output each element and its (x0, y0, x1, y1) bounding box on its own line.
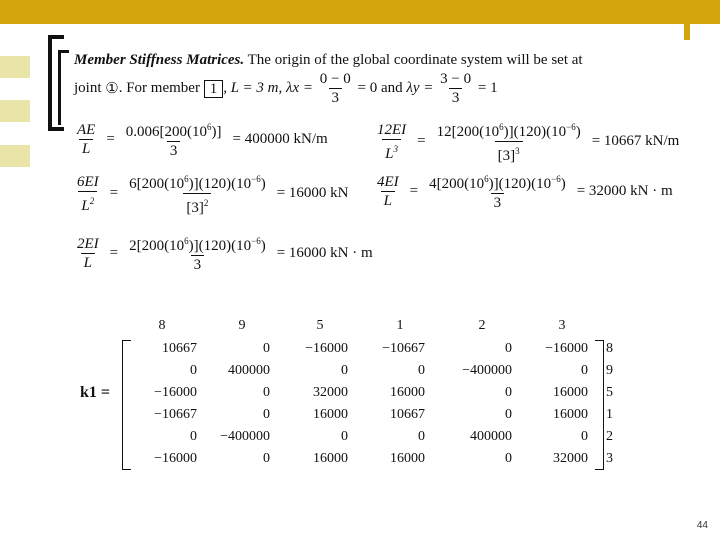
matrix-cell: 400000 (470, 429, 512, 444)
matrix-cell: 10667 (162, 341, 197, 356)
matrix-cell: −10667 (382, 341, 425, 356)
matrix-cell: 0 (505, 341, 512, 356)
matrix-column-header: 3 (558, 318, 566, 333)
fraction-numerator: $6[200(10^6)](120)(10^{-6})$ (129, 174, 266, 192)
matrix-label: k1 = (80, 384, 111, 401)
equation-12ei: $\frac{12EI}{L^3}$ = $\frac{12[200(10^6)](120)(10^{-6})}{[3]^3}$ = 10667 kN/m (374, 118, 679, 165)
equation-result: = 400000 kN/m (232, 130, 328, 147)
fraction-numerator: $2[200(10^6)](120)(10^{-6})$ (129, 236, 266, 254)
matrix-cell: 0 (263, 451, 270, 466)
fraction-denominator: $L^2$ (78, 191, 97, 215)
matrix-cell: 0 (190, 363, 197, 378)
fraction-denominator: L (381, 191, 395, 210)
equation-result: = 16000 kN (276, 185, 349, 201)
matrix-column-header: 5 (316, 318, 324, 333)
matrix-cell: 0 (505, 385, 512, 400)
lambda-x-label: λx = (285, 80, 314, 96)
matrix-cell: 16000 (313, 407, 348, 422)
joint-symbol: ① (105, 81, 119, 97)
joint-text: joint (74, 80, 102, 96)
fraction-numerator: 12EI (377, 121, 407, 138)
matrix-cell: 0 (190, 429, 197, 444)
equation-result: = 16000 kN · m (276, 244, 373, 261)
fraction-numerator: 4EI (377, 173, 399, 190)
fraction-denominator: 3 (449, 88, 463, 107)
fraction-numerator: 0 − 0 (319, 71, 351, 87)
matrix-cell: 16000 (553, 407, 588, 422)
matrix-cell: 0 (263, 407, 270, 422)
fraction-denominator: 3 (329, 88, 343, 107)
matrix-cell: 0 (341, 363, 348, 378)
matrix-cell: 0 (418, 363, 425, 378)
lambda-y-label: λy = (406, 80, 434, 96)
matrix-row-header: 3 (606, 451, 613, 466)
fraction-numerator: $0.006[200(10^6)]$ (125, 122, 222, 140)
matrix-column-header: 8 (158, 318, 166, 333)
section-heading: Member Stiffness Matrices. (74, 52, 245, 68)
matrix-cell: 0 (581, 363, 588, 378)
lambda-y-result: = 1 (477, 80, 498, 96)
fraction-numerator: AE (77, 121, 96, 138)
matrix-cell: 16000 (390, 451, 425, 466)
matrix-column-header: 2 (478, 318, 486, 333)
matrix-cell: −10667 (154, 407, 197, 422)
matrix-cell: 32000 (313, 385, 348, 400)
matrix-cell: 0 (418, 429, 425, 444)
matrix-cell: 16000 (313, 451, 348, 466)
matrix-row-header: 5 (606, 385, 613, 400)
fraction-numerator: $4[200(10^6)](120)(10^{-6})$ (429, 174, 566, 192)
intro-text: The origin of the global coordinate system will be set at (247, 52, 583, 68)
matrix-cell: 0 (505, 407, 512, 422)
lambda-x-result: = 0 and (357, 80, 403, 96)
fraction-denominator: 3 (491, 193, 505, 212)
matrix-cell: −16000 (154, 385, 197, 400)
matrix-cell: −16000 (545, 341, 588, 356)
matrix-cell: −400000 (220, 429, 270, 444)
member-number-box: 1 (204, 80, 224, 98)
equation-6ei: $\frac{6EI}{L^2}$ = $\frac{6[200(10^6)](120)(10^{-6})}{[3]^2}$ = 16000 kN (74, 170, 349, 217)
matrix-cell: 0 (505, 451, 512, 466)
fraction-denominator: L (81, 253, 95, 272)
equation-ae: $\frac{AE}{L}$ = $\frac{0.006[200(10^6)]}{3}$ = 400000 kN/m (74, 118, 328, 160)
fraction-denominator: 3 (191, 255, 205, 274)
equation-4ei: $\frac{4EI}{L}$ = $\frac{4[200(10^6)](120)(10^{-6})}{3}$ = 32000 kN · m (374, 170, 673, 212)
matrix-row-header: 2 (606, 429, 613, 444)
fraction-denominator: $[3]^3$ (495, 141, 523, 165)
matrix-cell: −400000 (462, 363, 512, 378)
matrix-cell: 400000 (228, 363, 270, 378)
matrix-cell: −16000 (305, 341, 348, 356)
matrix-cell: 0 (581, 429, 588, 444)
matrix-row-header: 1 (606, 407, 613, 422)
matrix-cell: 16000 (553, 385, 588, 400)
matrix-cell: 0 (263, 385, 270, 400)
matrix-column-header: 9 (238, 318, 246, 333)
matrix-cell: −16000 (154, 451, 197, 466)
matrix-cell: 10667 (390, 407, 425, 422)
equation-result: = 32000 kN · m (576, 182, 673, 199)
matrix-cell: 0 (263, 341, 270, 356)
fraction-numerator: 3 − 0 (440, 71, 472, 87)
fraction-denominator: $L^3$ (382, 139, 401, 163)
matrix-row-header: 8 (606, 341, 613, 356)
matrix-cell: 32000 (553, 451, 588, 466)
fraction-denominator: L (79, 139, 93, 158)
fraction-numerator: 6EI (77, 173, 99, 190)
fraction-numerator: $12[200(10^6)](120)(10^{-6})$ (436, 122, 581, 140)
equation-result: = 10667 kN/m (591, 133, 680, 149)
length-text: , L = 3 m, (223, 80, 283, 96)
fraction-denominator: $[3]^2$ (183, 193, 211, 217)
matrix-cell: 0 (341, 429, 348, 444)
fraction-numerator: 2EI (77, 235, 99, 252)
matrix-column-header: 1 (396, 318, 404, 333)
page-number: 44 (696, 520, 708, 531)
matrix-cell: 16000 (390, 385, 425, 400)
for-member-text: . For member (118, 80, 200, 96)
equation-2ei: $\frac{2EI}{L}$ = $\frac{2[200(10^6)](120)(10^{-6})}{3}$ = 16000 kN · m (74, 232, 373, 274)
fraction-denominator: 3 (167, 141, 181, 160)
matrix-row-header: 9 (606, 363, 613, 378)
